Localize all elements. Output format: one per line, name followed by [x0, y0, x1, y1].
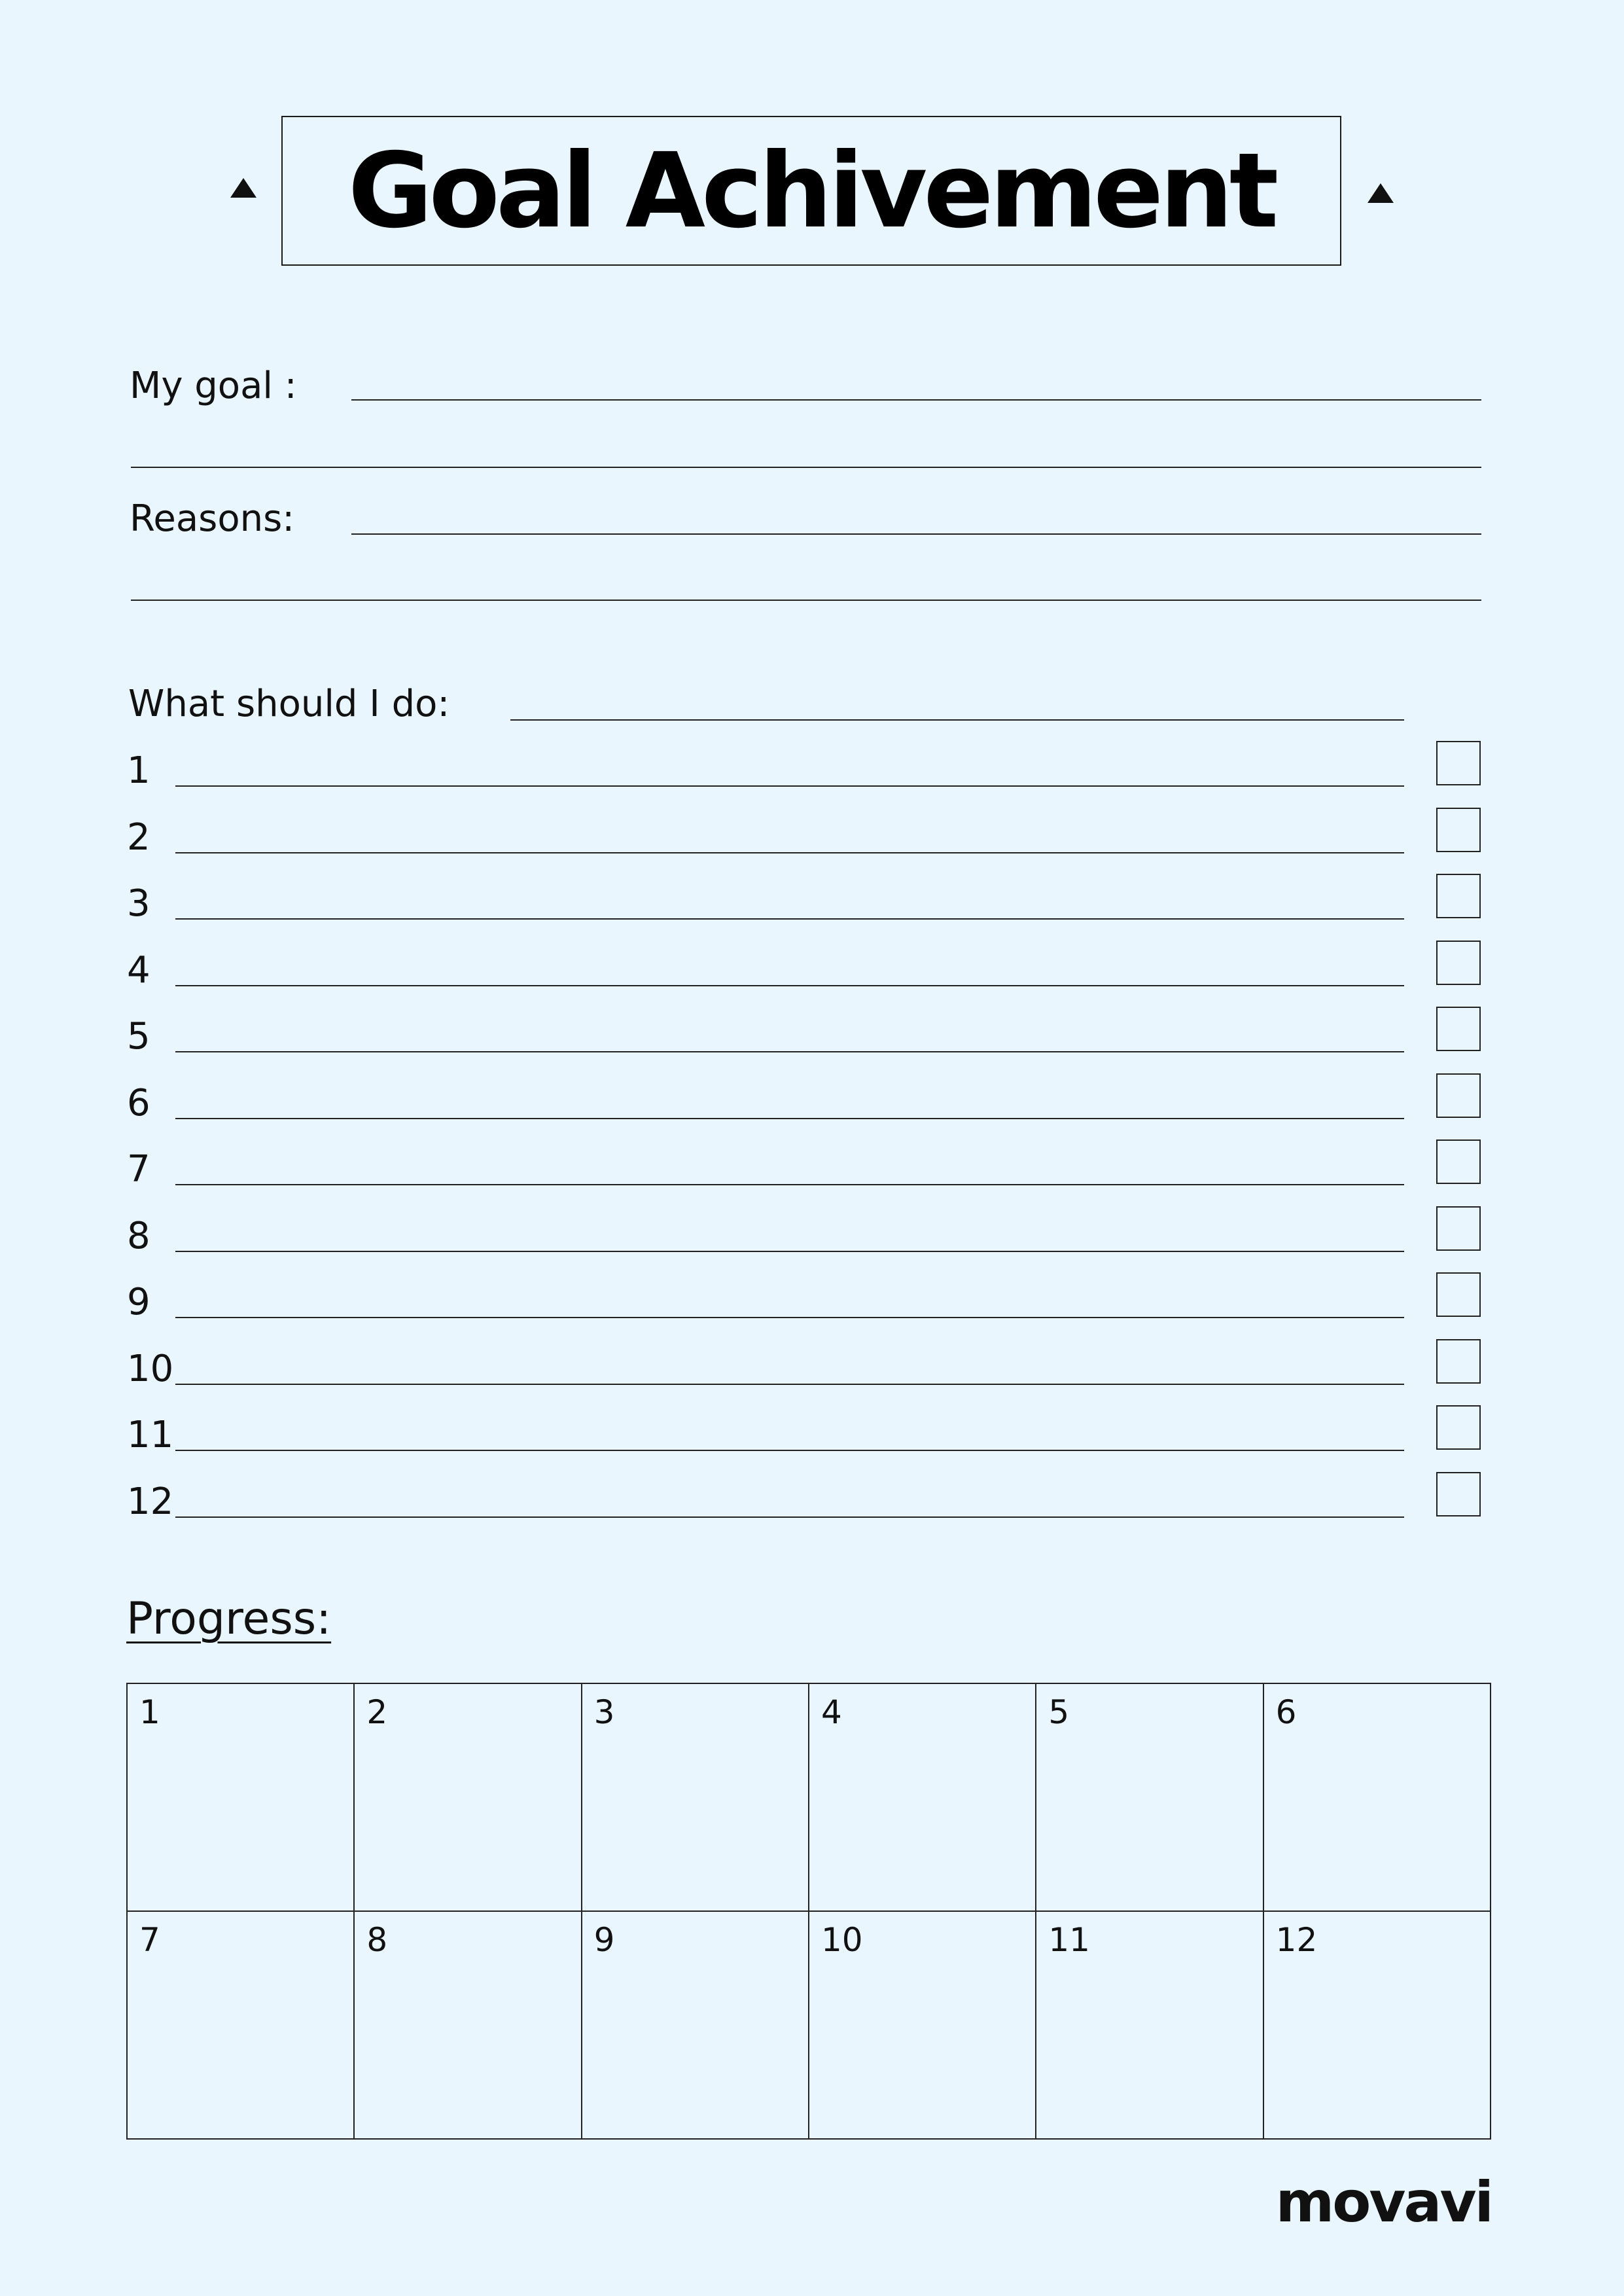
reasons-line-2[interactable]: [131, 600, 1481, 601]
progress-cell[interactable]: [1263, 1683, 1491, 1911]
progress-cell[interactable]: [809, 1911, 1036, 2139]
todo-line[interactable]: [175, 1384, 1404, 1385]
progress-cell-number: 5: [1048, 1693, 1070, 1731]
todo-checkbox[interactable]: [1436, 1405, 1481, 1450]
todo-number: 4: [127, 949, 150, 992]
todo-header-line[interactable]: [510, 719, 1404, 721]
progress-cell[interactable]: [809, 1683, 1036, 1911]
progress-cell[interactable]: [127, 1683, 354, 1911]
todo-checkbox[interactable]: [1436, 1139, 1481, 1184]
todo-number: 10: [127, 1348, 174, 1390]
todo-checkbox[interactable]: [1436, 1472, 1481, 1516]
todo-checkbox[interactable]: [1436, 941, 1481, 985]
todo-line[interactable]: [175, 1051, 1404, 1052]
todo-number: 12: [127, 1480, 174, 1523]
page-title: Goal Achivement: [347, 130, 1275, 251]
progress-cell[interactable]: [127, 1911, 354, 2139]
triangle-left-icon: [230, 178, 256, 198]
todo-line[interactable]: [175, 1184, 1404, 1185]
progress-cell-number: 9: [593, 1921, 615, 1959]
todo-checkbox[interactable]: [1436, 1007, 1481, 1051]
todo-number: 11: [127, 1414, 174, 1456]
todo-line[interactable]: [175, 1251, 1404, 1252]
todo-checkbox[interactable]: [1436, 1206, 1481, 1251]
todo-checkbox[interactable]: [1436, 1339, 1481, 1384]
progress-row: [127, 1683, 1491, 1911]
progress-cell[interactable]: [1036, 1683, 1263, 1911]
progress-cell-number: 6: [1275, 1693, 1297, 1731]
todo-number: 7: [127, 1148, 150, 1191]
movavi-logo: [1275, 2170, 1492, 2235]
progress-cell[interactable]: [1263, 1911, 1491, 2139]
progress-cell-number: 11: [1048, 1921, 1090, 1959]
todo-line[interactable]: [175, 918, 1404, 920]
todo-line[interactable]: [175, 1118, 1404, 1119]
todo-number: 9: [127, 1281, 150, 1323]
todo-line[interactable]: [175, 852, 1404, 853]
reasons-line[interactable]: [351, 533, 1481, 535]
triangle-right-icon: [1368, 183, 1394, 203]
progress-cell-number: 3: [593, 1693, 615, 1731]
progress-cell[interactable]: [354, 1683, 581, 1911]
todo-number: 3: [127, 882, 150, 925]
progress-cell-number: 7: [139, 1921, 160, 1959]
todo-number: 6: [127, 1082, 150, 1124]
progress-cell[interactable]: [582, 1911, 809, 2139]
goal-line[interactable]: [351, 399, 1481, 401]
todo-line[interactable]: [175, 1450, 1404, 1451]
todo-number: 1: [127, 749, 150, 792]
progress-cell-number: 8: [366, 1921, 388, 1959]
logo-text: movavi: [1275, 2170, 1492, 2235]
todo-number: 8: [127, 1215, 150, 1257]
progress-cell-number: 12: [1275, 1921, 1318, 1959]
goal-line-2[interactable]: [131, 467, 1481, 468]
progress-cell-number: 1: [139, 1693, 160, 1731]
todo-checkbox[interactable]: [1436, 1272, 1481, 1317]
reasons-label: Reasons:: [130, 497, 295, 540]
todo-line[interactable]: [175, 985, 1404, 986]
todo-number: 2: [127, 816, 150, 859]
progress-cell[interactable]: [1036, 1911, 1263, 2139]
todo-label: What should I do:: [128, 683, 450, 725]
todo-checkbox[interactable]: [1436, 808, 1481, 852]
title-box: [281, 116, 1341, 266]
todo-line[interactable]: [175, 1516, 1404, 1518]
todo-line[interactable]: [175, 1317, 1404, 1318]
progress-cell-number: 2: [366, 1693, 388, 1731]
todo-checkbox[interactable]: [1436, 1073, 1481, 1118]
progress-row: [127, 1911, 1491, 2139]
todo-checkbox[interactable]: [1436, 741, 1481, 785]
progress-cell-number: 4: [821, 1693, 842, 1731]
todo-checkbox[interactable]: [1436, 874, 1481, 918]
progress-cell[interactable]: [354, 1911, 581, 2139]
todo-line[interactable]: [175, 785, 1404, 787]
progress-cell-number: 10: [821, 1921, 863, 1959]
progress-grid: [126, 1683, 1491, 2140]
todo-number: 5: [127, 1015, 150, 1058]
progress-cell[interactable]: [582, 1683, 809, 1911]
progress-label: Progress:: [126, 1593, 332, 1645]
goal-label: My goal :: [130, 365, 297, 407]
